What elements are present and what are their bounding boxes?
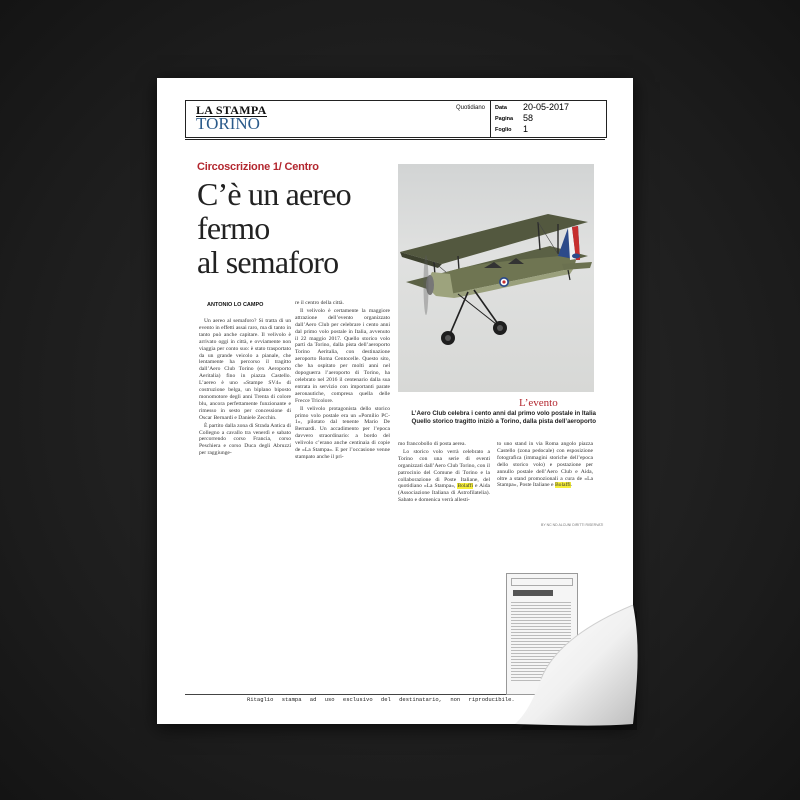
headline-line: al semaforo bbox=[197, 244, 339, 280]
meta-date-label: Data bbox=[495, 105, 507, 111]
caption-line: L’Aero Club celebra i cento anni dal primo volo postale in Italia bbox=[411, 410, 596, 417]
clipping-footer: Ritaglio stampa ad uso esclusivo del destinatario, non riproducibile. bbox=[247, 696, 515, 703]
meta-date-row bbox=[495, 102, 605, 113]
paragraph: re il centro della città. bbox=[295, 300, 344, 306]
clipping-meta bbox=[490, 101, 607, 137]
meta-sheet-label: Foglio bbox=[495, 127, 512, 133]
highlighted-term: Bolaffi bbox=[554, 482, 571, 489]
article-headline bbox=[197, 177, 407, 279]
paragraph: Il velivolo è certamente la maggiore attrazione dell’evento organizzato dall’Aero Club per celebrare i cento anni dal primo volo postale in Italia, avvenuto il 22 maggio 2017. Quello storico volo partì da Torino, dalla pista dell’aeroporto Torino Aeritalia, con destinazione aeroporto Roma Centocelle. Questo sito, che ha ospitato per molti anni nel dopoguerra l’aeroporto di Torino, ha celebrato nel 2016 il centenario dalla sua entrata in servizio con importanti parate aeronautiche, compresa quella delle Frecce Tricolore. bbox=[295, 307, 390, 404]
text-run: . bbox=[570, 482, 573, 489]
masthead-edition: TORINO bbox=[196, 114, 260, 133]
paragraph: Il velivolo protagonista dello storico primo volo postale era un «Pomilio PC-1», pilotato dal tenente Mario De Bernardi. Un accadimento per l’epoca davvero straordinario: a bordo del velivolo c’erano anche centinaia di copie de «La Stampa». E per l’occasione venne stampato anche il pri- bbox=[295, 405, 390, 460]
clipping-header bbox=[185, 100, 607, 138]
publication-kind: Quotidiano bbox=[456, 105, 486, 111]
paragraph bbox=[398, 449, 490, 504]
paragraph: mo francobollo di posta aerea. bbox=[398, 441, 466, 447]
page-curl bbox=[515, 605, 655, 755]
thumbnail-header bbox=[511, 578, 573, 586]
text-run: e Aida (Associazione Italiana di Astrofilatelia). Sabato e domenica verrà allesti- bbox=[398, 483, 490, 504]
photo-caption bbox=[396, 410, 596, 426]
section-label: Circoscrizione 1/ Centro bbox=[197, 161, 319, 173]
paragraph: Un aereo al semaforo? Si tratta di un evento in effetti assai raro, ma di tanto in tanto può anche capitare. Il velivolo è arrivato oggi in città, e ovviamente non viaggia per conto suo: è stato trasportato da un grande veicolo a pianale, che lentamente ha percorso il tragitto dall’Aero Club Torino (ex Aeroporto Aeritalia) fino in piazza Castello. L’aereo è uno «Stampe SV4» di costruzione belga, un biplano biposto monomotore degli anni Trenta di colore blu, ancora perfettamente funzionante e rimesso in sesto per concessione di Oscar Bernardi e Daniele Zecchin. bbox=[199, 318, 291, 421]
paragraph: È partito dalla zona di Strada Antica di Collegno a cavallo tra venerdì e sabato percorrendo corso Francia, corso Peschiera e corso Duca degli Abruzzi per raggiunge- bbox=[199, 422, 291, 457]
biplane-photo bbox=[398, 164, 594, 392]
meta-page-value: 58 bbox=[523, 113, 534, 123]
article-column-2 bbox=[295, 300, 390, 462]
header-rule bbox=[185, 139, 605, 140]
biplane-illustration bbox=[398, 164, 594, 392]
meta-sheet-row bbox=[495, 124, 605, 135]
headline-line: fermo bbox=[197, 210, 270, 246]
text-run: to uno stand in via Roma angolo piazza Castello (zona pedocale) con esposizione fotografica (immagini storiche dell’epoca dello storico volo) e postazione per annullo postale dell’Aero Club e Aida, oltre a stand promozionali a cura de «La Stampa», Poste Italiane e bbox=[497, 441, 593, 489]
paragraph bbox=[497, 441, 593, 489]
meta-page-label: Pagina bbox=[495, 116, 514, 122]
masthead-logo: LA STAMPA bbox=[196, 103, 267, 117]
byline: ANTONIO LO CAMPO bbox=[207, 302, 264, 308]
caption-tag: L’evento bbox=[519, 397, 558, 409]
text-run: Lo storico volo verrà celebrato a Torino con una serie di eventi organizzati dall’Aero Club Torino, con il patrocinio del Comune di Torino e la collaborazione di Poste Italiane, del quotidiano «La Stampa», bbox=[398, 448, 490, 490]
highlighted-term: Bolaffi bbox=[457, 483, 474, 490]
article-column-3 bbox=[398, 441, 490, 505]
caption-line: Quello storico tragitto iniziò a Torino, dalla pista dell’aeroporto bbox=[411, 418, 596, 425]
thumbnail-title bbox=[513, 590, 553, 596]
article-column-1 bbox=[199, 318, 291, 458]
headline-line: C’è un aereo bbox=[197, 176, 351, 212]
meta-page-row bbox=[495, 113, 605, 124]
article-column-4 bbox=[497, 441, 593, 490]
license-credit: BY NC ND ALCUNI DIRITTI RISERVATI bbox=[541, 523, 604, 527]
meta-sheet-value: 1 bbox=[523, 124, 529, 134]
meta-date-value: 20-05-2017 bbox=[523, 102, 570, 112]
